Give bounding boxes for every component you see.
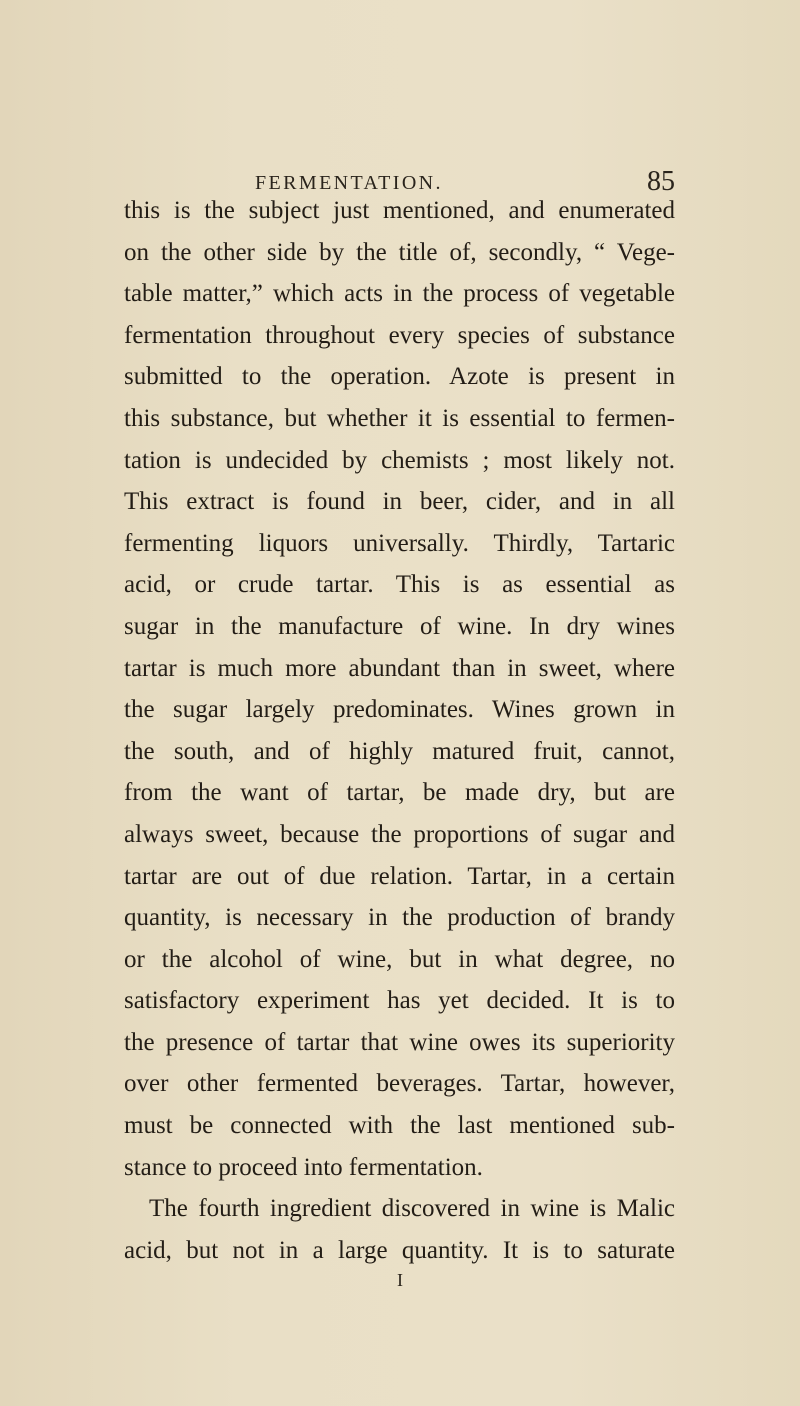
text-line: fermentation throughout every species of substance <box>124 321 675 349</box>
text-line: This extract is found in beer, cider, and in all <box>124 488 675 516</box>
text-line: acid, but not in a large quantity. It is to saturate <box>124 1236 675 1264</box>
text-line: tartar are out of due relation. Tartar, in a certain <box>124 862 675 890</box>
text-line: stance to proceed into fermentation. <box>124 1153 483 1181</box>
text-line: this is the subject just mentioned, and enumerated <box>124 197 675 224</box>
text-line: tartar is much more abundant than in sweet, where <box>124 654 675 682</box>
text-line: always sweet, because the proportions of sugar and <box>124 820 675 848</box>
text-line: tation is undecided by chemists ; most likely not. <box>124 446 675 474</box>
text-line: from the want of tartar, be made dry, but are <box>124 779 675 807</box>
text-line: the sugar largely predominates. Wines grown in <box>124 696 675 724</box>
text-line: the presence of tartar that wine owes its superiority <box>124 1028 675 1056</box>
text-line: The fourth ingredient discovered in wine is Malic <box>149 1195 675 1223</box>
text-line: the south, and of highly matured fruit, cannot, <box>124 737 675 765</box>
text-line: submitted to the operation. Azote is present in <box>124 363 675 391</box>
running-title: FERMENTATION. <box>255 172 443 194</box>
text-line: table matter,” which acts in the process of vegetable <box>124 280 675 308</box>
text-line: over other fermented beverages. Tartar, however, <box>124 1070 675 1098</box>
page-number: 85 <box>647 166 675 197</box>
text-line: or the alcohol of wine, but in what degree, no <box>124 945 675 973</box>
text-line: acid, or crude tartar. This is as essential as <box>124 571 675 599</box>
text-line: on the other side by the title of, secondly, “ Vege- <box>124 238 675 266</box>
text-line: fermenting liquors universally. Thirdly, Tartaric <box>124 529 675 557</box>
text-line: sugar in the manufacture of wine. In dry wines <box>124 612 675 640</box>
signature-mark: I <box>397 1270 403 1290</box>
text-line: this substance, but whether it is essential to fermen- <box>124 404 675 432</box>
text-line: quantity, is necessary in the production of brandy <box>124 904 675 932</box>
body-text <box>124 190 675 1271</box>
text-line: satisfactory experiment has yet decided. It is to <box>124 987 675 1015</box>
text-line: must be connected with the last mentioned sub- <box>124 1112 675 1140</box>
